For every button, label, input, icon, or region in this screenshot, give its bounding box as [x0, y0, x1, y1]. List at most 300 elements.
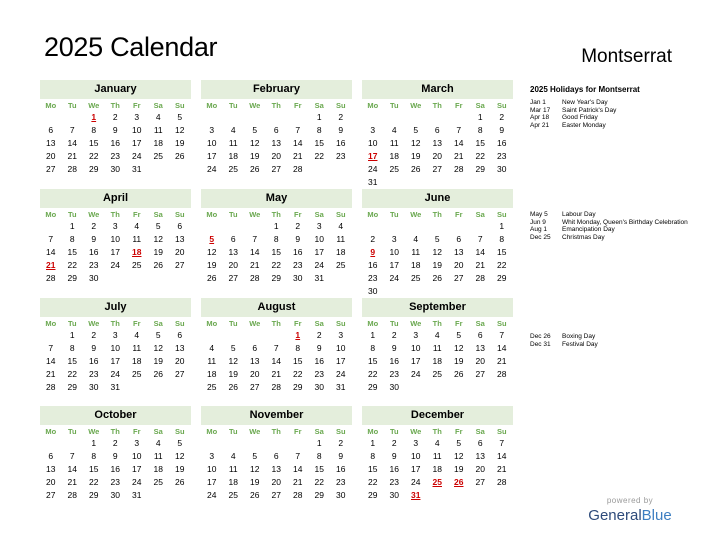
- weekday-label: Fr: [294, 319, 302, 328]
- day-cell: 2: [370, 234, 376, 244]
- day-cell: 8: [499, 234, 505, 244]
- day-cell: 10: [110, 343, 120, 353]
- day-cell: 23: [336, 151, 346, 161]
- month-grid: [201, 317, 352, 394]
- day-cell: 16: [389, 464, 399, 474]
- empty-day: [427, 111, 449, 124]
- month-december: [362, 406, 513, 502]
- day-cell: 6: [273, 451, 279, 461]
- day-cell: 29: [497, 273, 507, 283]
- day-cell: 9: [112, 125, 118, 135]
- day-cell: 7: [273, 343, 279, 353]
- day-cell: 12: [250, 138, 260, 148]
- day-cell: 14: [250, 247, 260, 257]
- day-cell: 19: [153, 247, 163, 257]
- day-cell: 22: [89, 477, 99, 487]
- day-cell: 24: [207, 164, 217, 174]
- day-cell: 5: [456, 438, 462, 448]
- day-cell: 29: [89, 490, 99, 500]
- day-cell: 28: [497, 369, 507, 379]
- month-grid: [201, 208, 352, 285]
- day-cell: 5: [177, 438, 183, 448]
- day-cell: 1: [91, 438, 97, 448]
- month-header: May: [201, 189, 352, 208]
- day-cell: 11: [132, 234, 142, 244]
- holiday-list-q4: [530, 333, 690, 348]
- day-cell: 19: [250, 477, 260, 487]
- holiday-date: Dec 26: [530, 333, 551, 340]
- day-cell: 21: [271, 369, 281, 379]
- empty-day: [470, 220, 492, 233]
- day-cell: 3: [134, 438, 140, 448]
- weekday-label: Mo: [206, 210, 218, 219]
- day-cell: 11: [153, 451, 163, 461]
- day-cell: 30: [389, 382, 399, 392]
- month-january: [40, 80, 191, 176]
- day-cell: 23: [293, 260, 303, 270]
- day-cell: 25: [132, 260, 142, 270]
- weekday-label: Th: [110, 210, 120, 219]
- day-cell: 13: [175, 343, 185, 353]
- day-cell: 3: [391, 234, 397, 244]
- day-cell: 21: [454, 151, 464, 161]
- day-cell: 2: [391, 438, 397, 448]
- day-cell: 2: [91, 221, 97, 231]
- day-cell: 27: [271, 490, 281, 500]
- day-cell: 11: [228, 138, 238, 148]
- day-cell: 22: [475, 151, 485, 161]
- weekday-label: Tu: [389, 101, 399, 110]
- day-cell: 28: [293, 164, 303, 174]
- day-cell: 29: [293, 382, 303, 392]
- empty-day: [448, 220, 470, 233]
- day-cell: 24: [368, 164, 378, 174]
- day-cell: 17: [207, 477, 217, 487]
- day-cell: 18: [207, 369, 217, 379]
- day-cell: 30: [336, 490, 346, 500]
- holiday-day-cell: 25: [432, 477, 442, 487]
- day-cell: 19: [228, 369, 238, 379]
- month-november: [201, 406, 352, 502]
- day-cell: 14: [293, 138, 303, 148]
- day-cell: 28: [293, 490, 303, 500]
- empty-day: [287, 437, 309, 450]
- day-cell: 25: [389, 164, 399, 174]
- weekday-label: Tu: [389, 210, 399, 219]
- day-cell: 3: [338, 330, 344, 340]
- day-cell: 12: [207, 247, 217, 257]
- day-cell: 20: [46, 477, 56, 487]
- day-cell: 15: [89, 464, 99, 474]
- day-cell: 30: [89, 273, 99, 283]
- day-cell: 16: [314, 356, 324, 366]
- day-cell: 3: [112, 221, 118, 231]
- day-cell: 20: [432, 151, 442, 161]
- day-cell: 9: [91, 343, 97, 353]
- day-cell: 15: [89, 138, 99, 148]
- day-cell: 8: [370, 343, 376, 353]
- holiday-item: [530, 234, 690, 242]
- day-cell: 7: [69, 451, 75, 461]
- month-june: [362, 189, 513, 298]
- day-cell: 27: [454, 273, 464, 283]
- day-cell: 23: [389, 477, 399, 487]
- empty-day: [405, 220, 427, 233]
- day-cell: 9: [91, 234, 97, 244]
- month-grid: [40, 317, 191, 394]
- empty-day: [405, 111, 427, 124]
- holiday-date: Apr 18: [530, 114, 550, 122]
- day-cell: 27: [46, 490, 56, 500]
- holiday-date: May 5: [530, 211, 548, 218]
- day-cell: 27: [175, 369, 185, 379]
- day-cell: 18: [228, 151, 238, 161]
- day-cell: 11: [432, 451, 442, 461]
- day-cell: 31: [368, 177, 378, 187]
- day-cell: 30: [314, 382, 324, 392]
- day-cell: 13: [475, 451, 485, 461]
- weekday-label: Mo: [367, 319, 379, 328]
- month-header: January: [40, 80, 191, 99]
- day-cell: 23: [368, 273, 378, 283]
- day-cell: 13: [250, 356, 260, 366]
- day-cell: 10: [411, 451, 421, 461]
- day-cell: 24: [411, 369, 421, 379]
- weekday-label: Mo: [45, 210, 57, 219]
- day-cell: 30: [497, 164, 507, 174]
- day-cell: 8: [477, 125, 483, 135]
- weekday-label: Th: [432, 319, 442, 328]
- day-cell: 10: [411, 343, 421, 353]
- day-cell: 23: [89, 260, 99, 270]
- day-cell: 17: [132, 138, 142, 148]
- holiday-item: [530, 219, 690, 227]
- day-cell: 24: [336, 369, 346, 379]
- empty-day: [362, 220, 384, 233]
- month-grid: [201, 425, 352, 502]
- day-cell: 29: [67, 273, 77, 283]
- day-cell: 9: [391, 451, 397, 461]
- day-cell: 16: [336, 138, 346, 148]
- weekday-label: Sa: [314, 427, 324, 436]
- day-cell: 14: [497, 343, 507, 353]
- holiday-name: New Year's Day: [562, 99, 608, 106]
- day-cell: 29: [475, 164, 485, 174]
- weekday-label: Mo: [45, 427, 57, 436]
- day-cell: 16: [110, 138, 120, 148]
- empty-day: [40, 220, 62, 233]
- weekday-label: Sa: [475, 319, 485, 328]
- holiday-item: [530, 226, 690, 234]
- day-cell: 15: [314, 138, 324, 148]
- day-cell: 25: [228, 490, 238, 500]
- day-cell: 5: [252, 125, 258, 135]
- day-cell: 15: [368, 464, 378, 474]
- day-cell: 25: [153, 477, 163, 487]
- day-cell: 26: [153, 369, 163, 379]
- day-cell: 10: [314, 234, 324, 244]
- day-cell: 24: [110, 369, 120, 379]
- day-cell: 26: [250, 490, 260, 500]
- day-cell: 23: [89, 369, 99, 379]
- day-cell: 21: [497, 464, 507, 474]
- brand-name-general: General: [588, 507, 642, 524]
- day-cell: 11: [228, 464, 238, 474]
- day-cell: 26: [432, 273, 442, 283]
- day-cell: 22: [314, 151, 324, 161]
- day-cell: 14: [454, 138, 464, 148]
- day-cell: 23: [110, 151, 120, 161]
- month-grid: [362, 317, 513, 394]
- day-cell: 27: [432, 164, 442, 174]
- day-cell: 15: [368, 356, 378, 366]
- day-cell: 18: [336, 247, 346, 257]
- day-cell: 11: [432, 343, 442, 353]
- day-cell: 12: [250, 464, 260, 474]
- day-cell: 1: [477, 112, 483, 122]
- month-july: [40, 298, 191, 394]
- holiday-item: [530, 341, 690, 349]
- holiday-day-cell: 5: [209, 234, 215, 244]
- day-cell: 21: [475, 260, 485, 270]
- day-cell: 7: [295, 125, 301, 135]
- weekday-label: Tu: [228, 101, 238, 110]
- month-september: [362, 298, 513, 394]
- day-cell: 7: [456, 125, 462, 135]
- holiday-day-cell: 9: [370, 247, 376, 257]
- day-cell: 1: [69, 330, 75, 340]
- day-cell: 5: [155, 221, 161, 231]
- weekday-label: Tu: [67, 101, 77, 110]
- day-cell: 3: [370, 125, 376, 135]
- day-cell: 23: [336, 477, 346, 487]
- holiday-day-cell: 31: [411, 490, 421, 500]
- day-cell: 17: [314, 247, 324, 257]
- day-cell: 26: [411, 164, 421, 174]
- day-cell: 28: [271, 382, 281, 392]
- weekday-label: Su: [174, 101, 185, 110]
- day-cell: 13: [271, 464, 281, 474]
- day-cell: 30: [389, 490, 399, 500]
- day-cell: 2: [91, 330, 97, 340]
- day-cell: 18: [153, 464, 163, 474]
- weekday-label: Su: [335, 210, 346, 219]
- weekday-label: Th: [110, 101, 120, 110]
- empty-day: [223, 111, 245, 124]
- day-cell: 10: [368, 138, 378, 148]
- day-cell: 14: [46, 356, 56, 366]
- day-cell: 29: [271, 273, 281, 283]
- weekday-label: Fr: [455, 427, 463, 436]
- day-cell: 5: [252, 451, 258, 461]
- day-cell: 10: [110, 234, 120, 244]
- day-cell: 25: [228, 164, 238, 174]
- day-cell: 29: [89, 164, 99, 174]
- day-cell: 30: [110, 490, 120, 500]
- day-cell: 4: [434, 438, 440, 448]
- day-cell: 11: [411, 247, 421, 257]
- day-cell: 26: [153, 260, 163, 270]
- day-cell: 25: [336, 260, 346, 270]
- day-cell: 2: [316, 330, 322, 340]
- day-cell: 15: [293, 356, 303, 366]
- empty-day: [287, 111, 309, 124]
- weekday-label: Sa: [314, 319, 324, 328]
- day-cell: 1: [273, 221, 279, 231]
- day-cell: 26: [175, 151, 185, 161]
- brand-logo[interactable]: [588, 496, 672, 524]
- weekday-label: Tu: [228, 319, 238, 328]
- day-cell: 30: [293, 273, 303, 283]
- day-cell: 16: [89, 356, 99, 366]
- day-cell: 16: [497, 138, 507, 148]
- weekday-label: Th: [271, 427, 281, 436]
- day-cell: 13: [46, 464, 56, 474]
- empty-day: [223, 220, 245, 233]
- day-cell: 11: [336, 234, 346, 244]
- holiday-name: Labour Day: [562, 211, 596, 218]
- holiday-name: Christmas Day: [562, 233, 605, 241]
- day-cell: 22: [67, 260, 77, 270]
- day-cell: 31: [132, 164, 142, 174]
- day-cell: 24: [411, 477, 421, 487]
- weekday-label: We: [410, 427, 422, 436]
- day-cell: 20: [271, 477, 281, 487]
- empty-day: [448, 111, 470, 124]
- day-cell: 15: [475, 138, 485, 148]
- month-grid: [40, 208, 191, 285]
- day-cell: 9: [338, 125, 344, 135]
- day-cell: 12: [228, 356, 238, 366]
- empty-day: [244, 437, 266, 450]
- weekday-label: Fr: [294, 427, 302, 436]
- weekday-label: Th: [432, 427, 442, 436]
- holiday-date: Dec 31: [530, 340, 551, 348]
- empty-day: [62, 437, 84, 450]
- weekday-label: Mo: [45, 101, 57, 110]
- day-cell: 29: [67, 382, 77, 392]
- day-cell: 20: [228, 260, 238, 270]
- day-cell: 12: [175, 125, 185, 135]
- day-cell: 3: [209, 451, 215, 461]
- holiday-name: Whit Monday, Queen's Birthday Celebration: [562, 218, 688, 226]
- weekday-label: Fr: [455, 319, 463, 328]
- weekday-label: Tu: [228, 427, 238, 436]
- day-cell: 4: [134, 221, 140, 231]
- weekday-label: Su: [496, 210, 507, 219]
- day-cell: 8: [69, 234, 75, 244]
- weekday-label: Fr: [133, 210, 141, 219]
- weekday-label: Fr: [133, 319, 141, 328]
- day-cell: 12: [153, 343, 163, 353]
- day-cell: 20: [475, 464, 485, 474]
- weekday-label: Sa: [475, 101, 485, 110]
- weekday-label: We: [249, 319, 261, 328]
- empty-day: [201, 111, 223, 124]
- brand-name: [588, 507, 672, 524]
- day-cell: 3: [413, 330, 419, 340]
- holiday-name: Saint Patrick's Day: [562, 106, 617, 114]
- day-cell: 23: [110, 477, 120, 487]
- day-cell: 25: [132, 369, 142, 379]
- day-cell: 10: [207, 464, 217, 474]
- day-cell: 20: [175, 356, 185, 366]
- day-cell: 6: [456, 234, 462, 244]
- month-march: [362, 80, 513, 189]
- day-cell: 27: [175, 260, 185, 270]
- weekday-label: Su: [496, 101, 507, 110]
- weekday-label: Fr: [294, 210, 302, 219]
- weekday-label: Fr: [133, 101, 141, 110]
- day-cell: 8: [69, 343, 75, 353]
- day-cell: 20: [454, 260, 464, 270]
- holiday-item: [530, 107, 690, 115]
- day-cell: 31: [336, 382, 346, 392]
- day-cell: 6: [434, 125, 440, 135]
- day-cell: 18: [389, 151, 399, 161]
- weekday-label: Tu: [67, 427, 77, 436]
- weekday-label: Mo: [206, 427, 218, 436]
- weekday-label: Mo: [367, 427, 379, 436]
- holiday-day-cell: 18: [132, 247, 142, 257]
- month-header: March: [362, 80, 513, 99]
- day-cell: 2: [391, 330, 397, 340]
- day-cell: 22: [89, 151, 99, 161]
- month-header: November: [201, 406, 352, 425]
- holiday-item: [530, 99, 690, 107]
- month-header: February: [201, 80, 352, 99]
- day-cell: 8: [316, 125, 322, 135]
- day-cell: 13: [46, 138, 56, 148]
- month-october: [40, 406, 191, 502]
- day-cell: 19: [411, 151, 421, 161]
- day-cell: 16: [110, 464, 120, 474]
- empty-day: [40, 437, 62, 450]
- holiday-date: Apr 21: [530, 121, 550, 129]
- holiday-day-cell: 1: [295, 330, 301, 340]
- holiday-date: Mar 17: [530, 106, 551, 114]
- day-cell: 28: [67, 490, 77, 500]
- empty-day: [266, 329, 288, 342]
- holiday-date: Dec 25: [530, 233, 551, 241]
- weekday-label: We: [249, 210, 261, 219]
- day-cell: 27: [46, 164, 56, 174]
- day-cell: 17: [411, 464, 421, 474]
- holiday-name: Festival Day: [562, 340, 598, 348]
- day-cell: 14: [497, 451, 507, 461]
- day-cell: 28: [250, 273, 260, 283]
- day-cell: 26: [207, 273, 217, 283]
- day-cell: 12: [432, 247, 442, 257]
- empty-day: [223, 329, 245, 342]
- holiday-item: [530, 114, 690, 122]
- day-cell: 11: [132, 343, 142, 353]
- day-cell: 8: [295, 343, 301, 353]
- month-header: September: [362, 298, 513, 317]
- weekday-label: Su: [335, 427, 346, 436]
- weekday-label: Su: [174, 210, 185, 219]
- day-cell: 24: [314, 260, 324, 270]
- day-cell: 11: [153, 125, 163, 135]
- day-cell: 18: [132, 356, 142, 366]
- day-cell: 20: [271, 151, 281, 161]
- day-cell: 26: [454, 369, 464, 379]
- day-cell: 17: [336, 356, 346, 366]
- day-cell: 22: [314, 477, 324, 487]
- day-cell: 1: [370, 438, 376, 448]
- weekday-label: Fr: [294, 101, 302, 110]
- weekday-label: Th: [432, 101, 442, 110]
